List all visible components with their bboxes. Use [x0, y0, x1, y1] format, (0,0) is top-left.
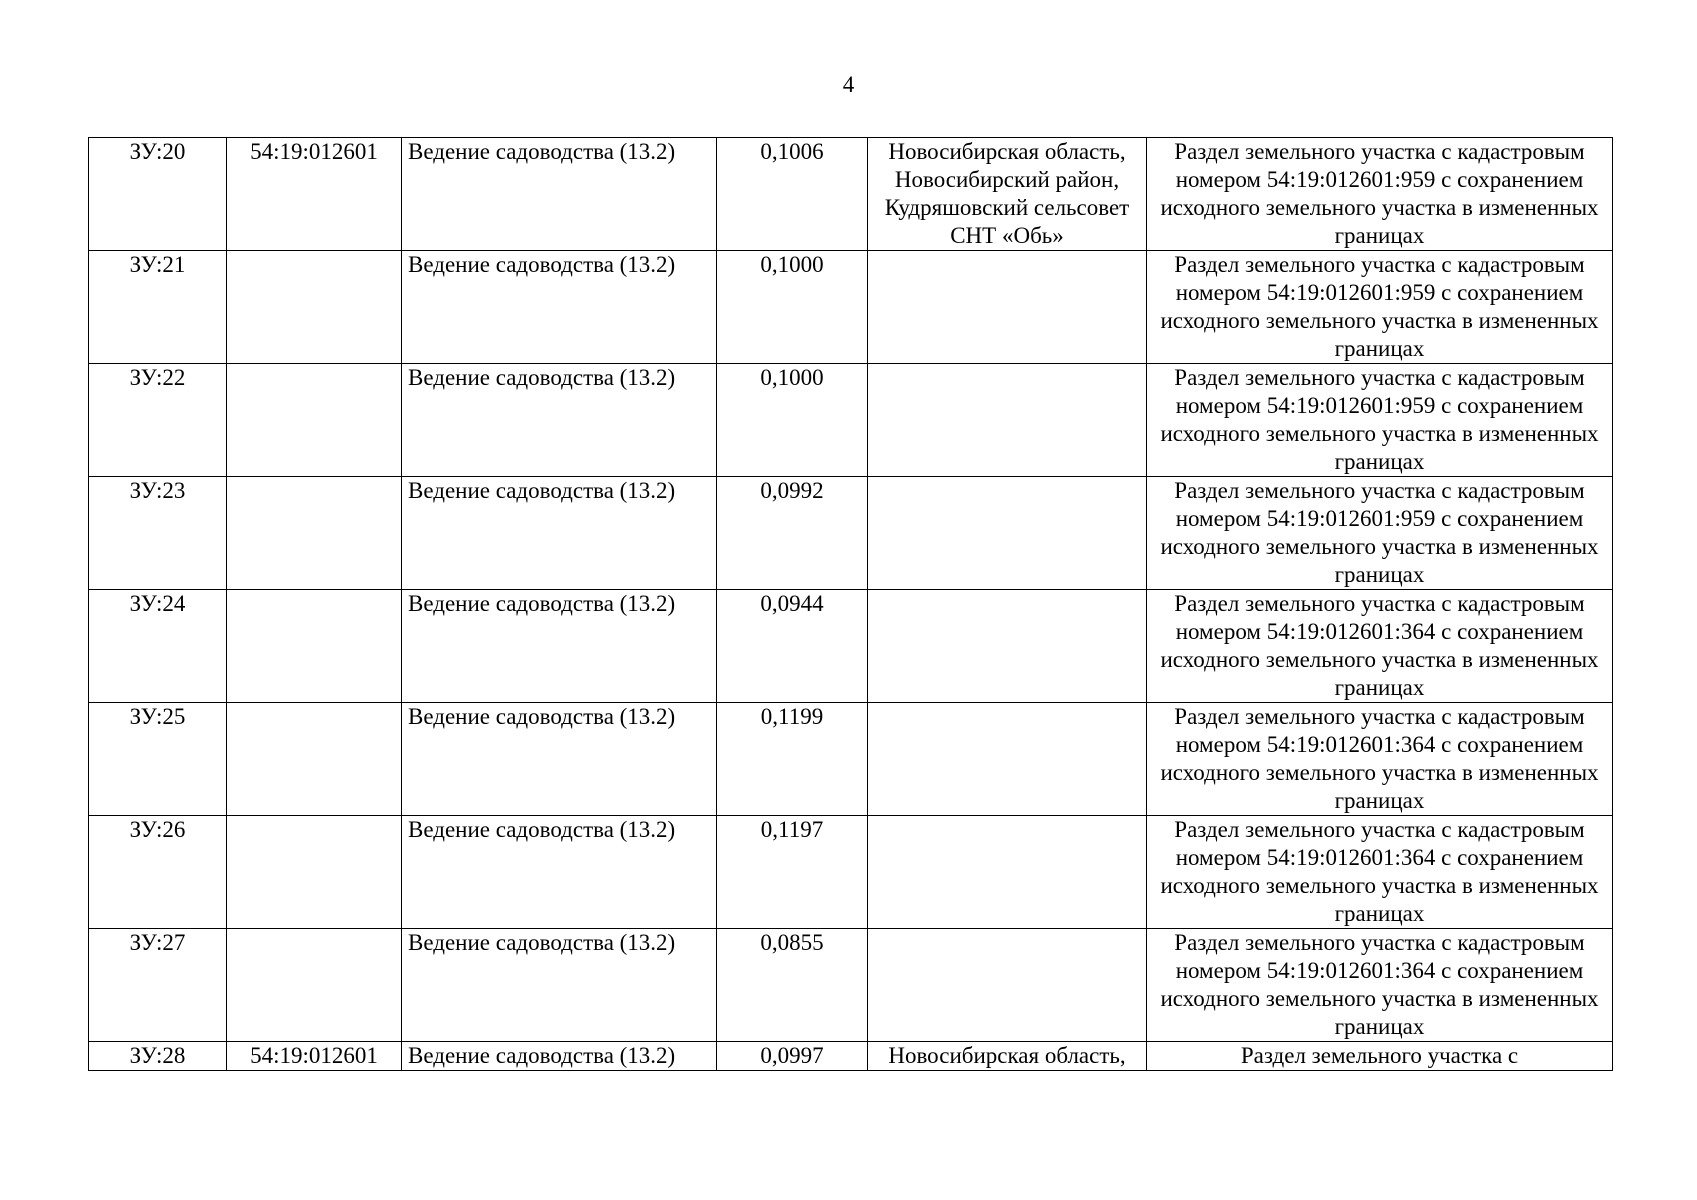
area-cell: 0,1199: [717, 703, 868, 816]
area-cell: 0,1197: [717, 816, 868, 929]
formation-method-cell: Раздел земельного участка с кадастровым номером 54:19:012601:959 с сохранением исходного земельного участка в измененных границах: [1147, 138, 1613, 251]
address-cell: [868, 251, 1147, 364]
plot-id-cell: ЗУ:27: [89, 929, 227, 1042]
area-cell: 0,1006: [717, 138, 868, 251]
table-row: [89, 251, 1613, 364]
formation-method-cell: Раздел земельного участка с кадастровым номером 54:19:012601:959 с сохранением исходного земельного участка в измененных границах: [1147, 364, 1613, 477]
table-row: [89, 590, 1613, 703]
address-cell: [868, 590, 1147, 703]
cadastral-quarter-cell: [227, 703, 402, 816]
plot-id-cell: ЗУ:20: [89, 138, 227, 251]
cadastral-quarter-cell: [227, 251, 402, 364]
formation-method-cell: Раздел земельного участка с кадастровым номером 54:19:012601:364 с сохранением исходного земельного участка в измененных границах: [1147, 590, 1613, 703]
table-row: [89, 816, 1613, 929]
permitted-use-cell: Ведение садоводства (13.2): [402, 1042, 717, 1071]
address-cell: [868, 364, 1147, 477]
table-row: [89, 138, 1613, 251]
area-cell: 0,0944: [717, 590, 868, 703]
table-row: [89, 929, 1613, 1042]
land-plots-table: [88, 137, 1613, 1071]
table-row: [89, 703, 1613, 816]
cadastral-quarter-cell: [227, 477, 402, 590]
cadastral-quarter-cell: [227, 364, 402, 477]
address-cell: [868, 929, 1147, 1042]
formation-method-cell: Раздел земельного участка с кадастровым номером 54:19:012601:364 с сохранением исходного земельного участка в измененных границах: [1147, 816, 1613, 929]
permitted-use-cell: Ведение садоводства (13.2): [402, 703, 717, 816]
table-row: [89, 364, 1613, 477]
area-cell: 0,1000: [717, 251, 868, 364]
permitted-use-cell: Ведение садоводства (13.2): [402, 929, 717, 1042]
plot-id-cell: ЗУ:21: [89, 251, 227, 364]
address-cell: Новосибирская область, Новосибирский район, Кудряшовский сельсовет СНТ «Обь»: [868, 138, 1147, 251]
cadastral-quarter-cell: 54:19:012601: [227, 138, 402, 251]
formation-method-cell: Раздел земельного участка с: [1147, 1042, 1613, 1071]
permitted-use-cell: Ведение садоводства (13.2): [402, 364, 717, 477]
address-cell: Новосибирская область,: [868, 1042, 1147, 1071]
plot-id-cell: ЗУ:24: [89, 590, 227, 703]
plot-id-cell: ЗУ:26: [89, 816, 227, 929]
permitted-use-cell: Ведение садоводства (13.2): [402, 251, 717, 364]
table-row: [89, 477, 1613, 590]
address-cell: [868, 477, 1147, 590]
page-number: 4: [842, 72, 855, 97]
permitted-use-cell: Ведение садоводства (13.2): [402, 477, 717, 590]
plot-id-cell: ЗУ:25: [89, 703, 227, 816]
formation-method-cell: Раздел земельного участка с кадастровым номером 54:19:012601:364 с сохранением исходного земельного участка в измененных границах: [1147, 929, 1613, 1042]
formation-method-cell: Раздел земельного участка с кадастровым номером 54:19:012601:959 с сохранением исходного земельного участка в измененных границах: [1147, 251, 1613, 364]
area-cell: 0,1000: [717, 364, 868, 477]
cadastral-quarter-cell: 54:19:012601: [227, 1042, 402, 1071]
cadastral-quarter-cell: [227, 929, 402, 1042]
formation-method-cell: Раздел земельного участка с кадастровым номером 54:19:012601:959 с сохранением исходного земельного участка в измененных границах: [1147, 477, 1613, 590]
plot-id-cell: ЗУ:28: [89, 1042, 227, 1071]
address-cell: [868, 816, 1147, 929]
plot-id-cell: ЗУ:22: [89, 364, 227, 477]
area-cell: 0,0855: [717, 929, 868, 1042]
formation-method-cell: Раздел земельного участка с кадастровым номером 54:19:012601:364 с сохранением исходного земельного участка в измененных границах: [1147, 703, 1613, 816]
cadastral-quarter-cell: [227, 816, 402, 929]
area-cell: 0,0992: [717, 477, 868, 590]
plot-id-cell: ЗУ:23: [89, 477, 227, 590]
permitted-use-cell: Ведение садоводства (13.2): [402, 816, 717, 929]
table-row: [89, 1042, 1613, 1071]
permitted-use-cell: Ведение садоводства (13.2): [402, 138, 717, 251]
area-cell: 0,0997: [717, 1042, 868, 1071]
cadastral-quarter-cell: [227, 590, 402, 703]
permitted-use-cell: Ведение садоводства (13.2): [402, 590, 717, 703]
address-cell: [868, 703, 1147, 816]
